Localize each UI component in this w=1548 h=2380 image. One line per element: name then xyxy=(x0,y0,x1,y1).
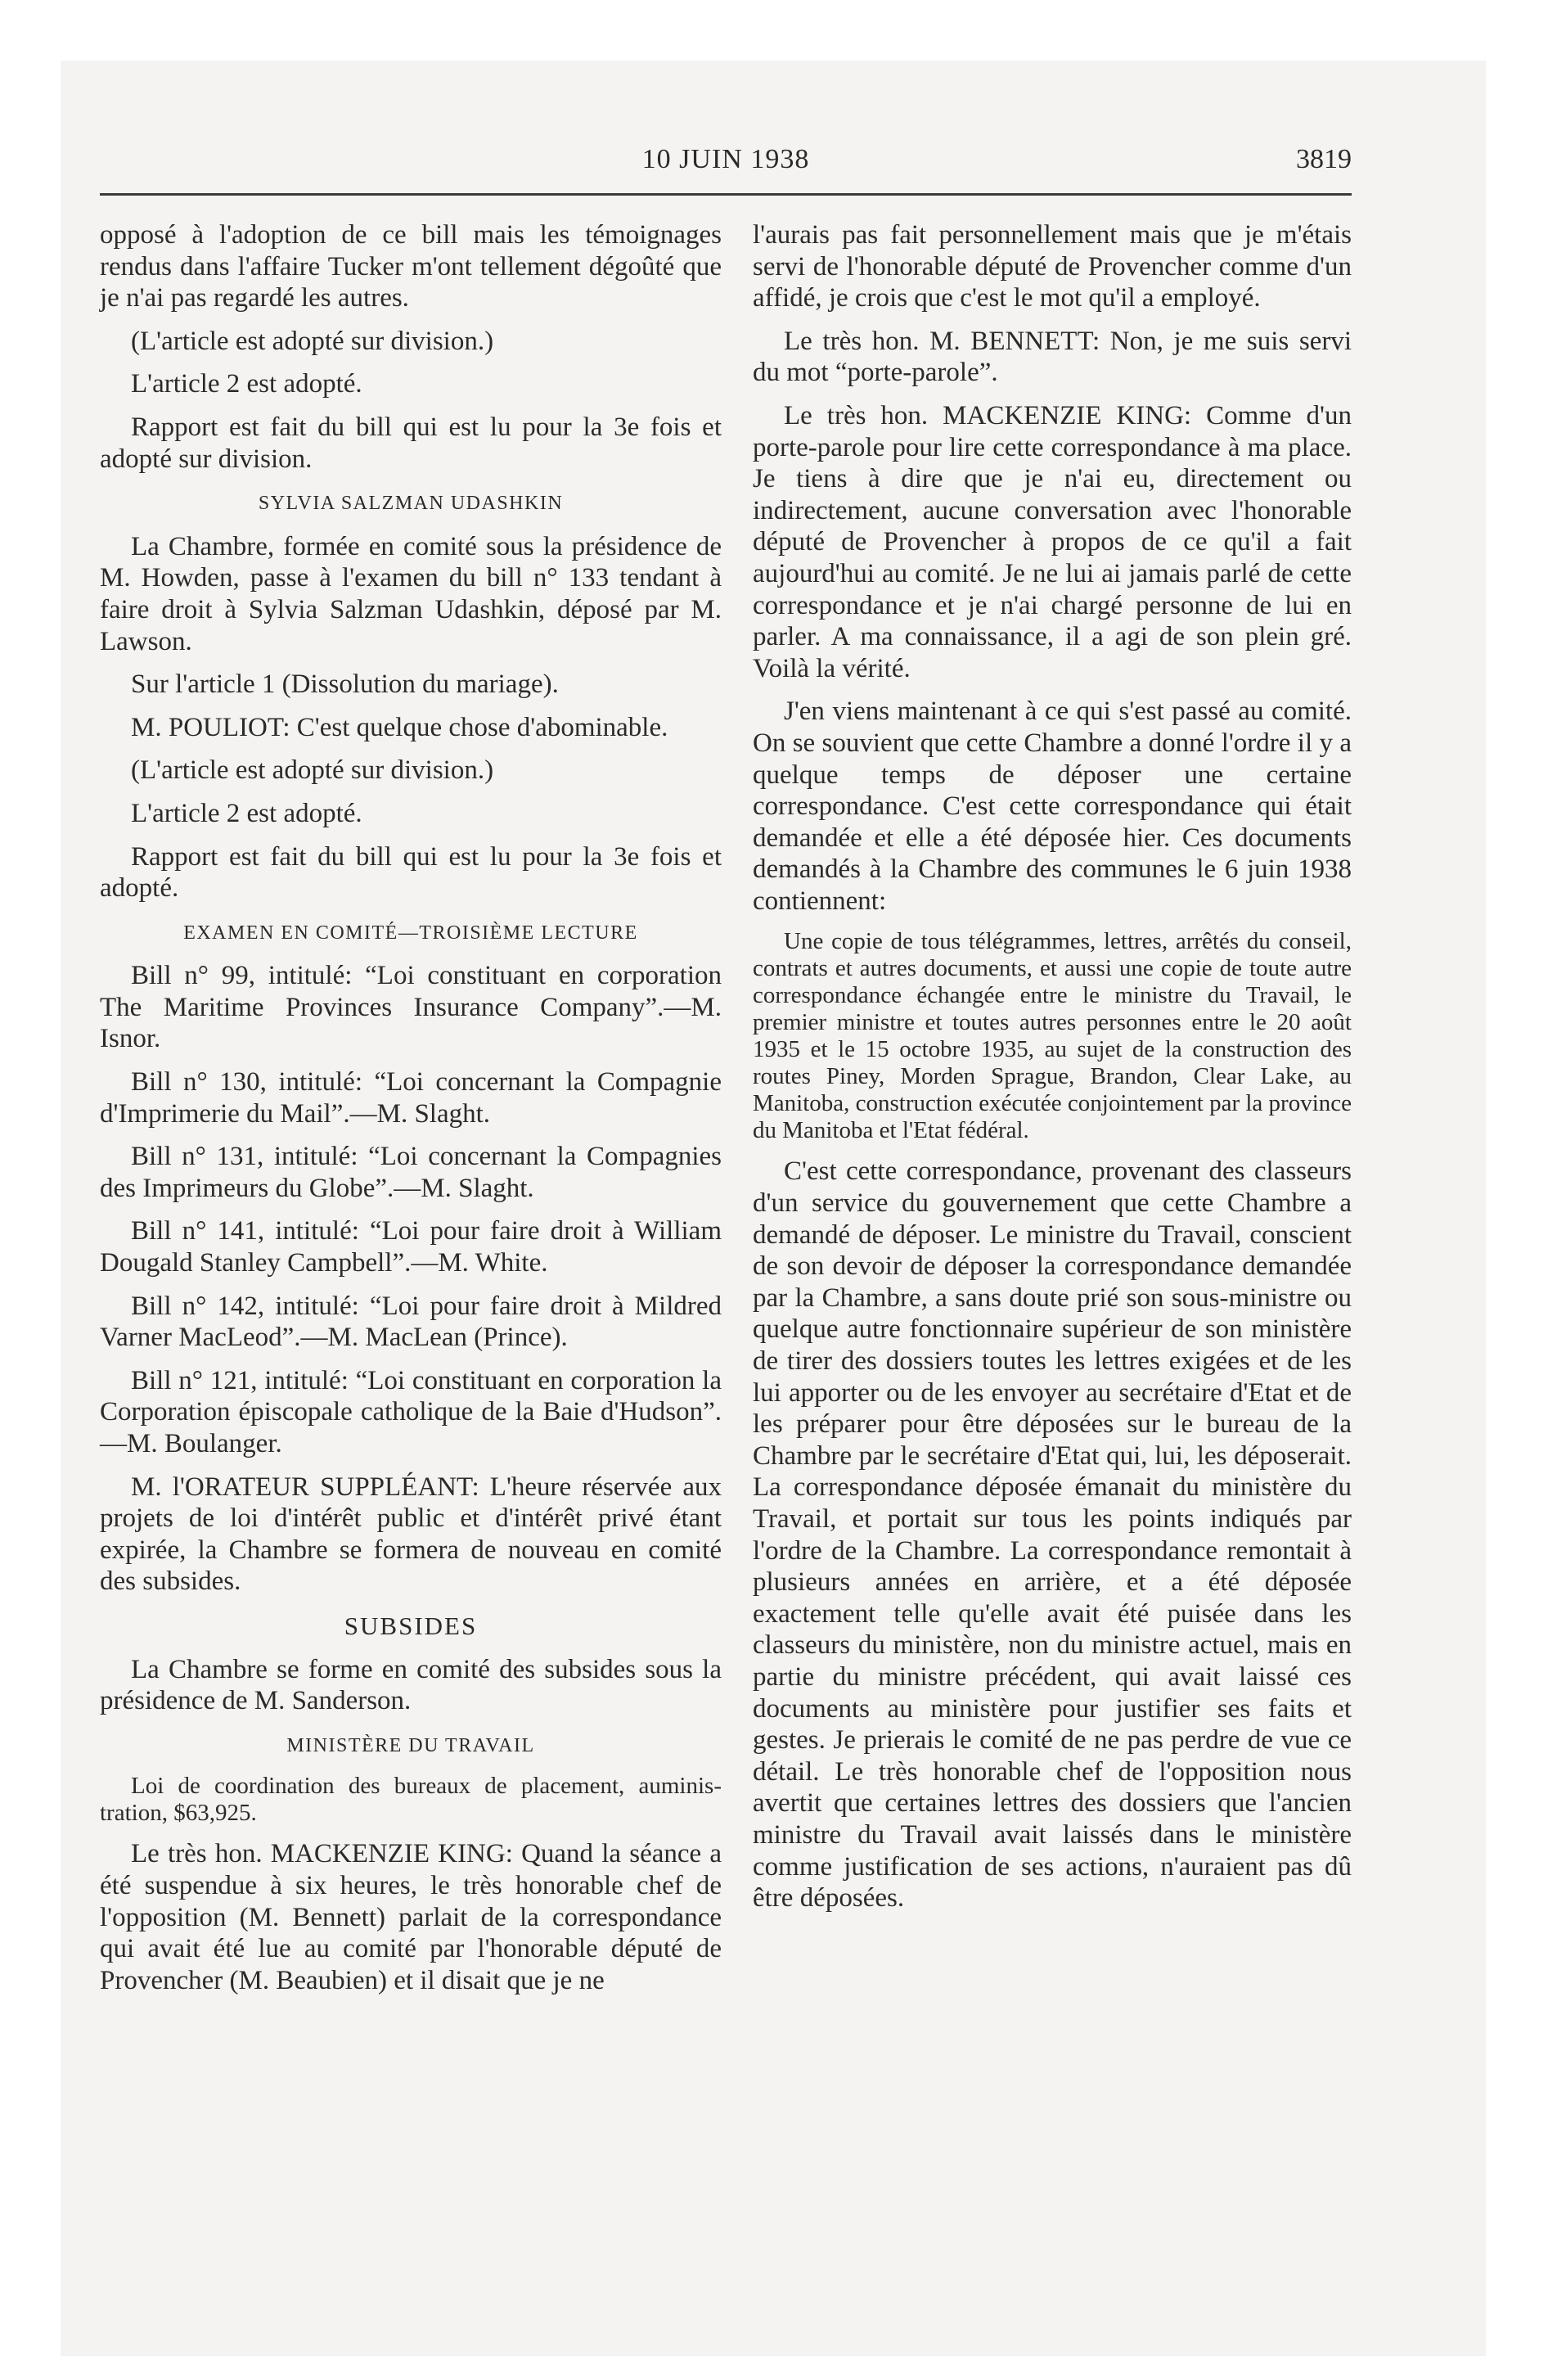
quoted-text: Une copie de tous télégrammes, lettres, arrêtés du conseil, contrats et autres documents, et aussi une copie de toute autre correspondance échangée entre le ministre du Travail, le premier ministre et toutes autres personnes entre le 20 août 1935 et le 15 octobre 1935, au sujet de la construction des routes Piney, Morden Sprague, Brandon, Clear Lake, au Manitoba, construction exécutée conjointement par la province du Manitoba et l'Etat fédéral. xyxy=(753,928,1352,1144)
paragraph: Sur l'article 1 (Dissolution du mariage). xyxy=(131,669,559,700)
paragraph: Le très hon. MACKENZIE KING: Quand la séance a été suspendue à six heures, le très honorable chef de l'opposition (M. Bennett) parlait de la correspondance qui avait été lue au comité par l'honorable député de Provencher (M. Beaubien) et il disait que je ne xyxy=(100,1839,722,1995)
section-heading: MINISTÈRE DU TRAVAIL xyxy=(286,1734,535,1756)
right-column xyxy=(753,219,1352,1914)
paragraph: Bill n° 131, intitulé: “Loi concernant la Compagnies des Imprimeurs du Globe”.—M. Slaght. xyxy=(100,1142,722,1203)
paragraph: Bill n° 121, intitulé: “Loi constituant en corporation la Corporation épiscopale catholique de la Baie d'Hudson”.—M. Boulanger. xyxy=(100,1365,722,1458)
paragraph: La Chambre, formée en comité sous la présidence de M. Howden, passe à l'examen du bill n° 133 tendant à faire droit à Sylvia Salzman Udashkin, déposé par M. Lawson. xyxy=(100,531,722,656)
quoted-text: Loi de coordination des bureaux de placement, auministration, $63,925. xyxy=(100,1773,722,1827)
header-rule xyxy=(100,193,1352,196)
page-header xyxy=(100,144,1352,193)
paragraph: M. l'ORATEUR SUPPLÉANT: L'heure réservée aux projets de loi d'intérêt public et d'intérêt privé étant expirée, la Chambre se formera de nouveau en comité des subsides. xyxy=(100,1472,722,1597)
paragraph: Rapport est fait du bill qui est lu pour la 3e fois et adopté sur division. xyxy=(100,412,722,474)
paragraph: Bill n° 130, intitulé: “Loi concernant la Compagnie d'Imprimerie du Mail”.—M. Slaght. xyxy=(100,1067,722,1129)
paragraph: La Chambre se forme en comité des subsides sous la présidence de M. Sanderson. xyxy=(100,1654,722,1716)
paragraph: Bill n° 142, intitulé: “Loi pour faire droit à Mildred Varner MacLeod”.—M. MacLean (Prince). xyxy=(100,1291,722,1353)
paragraph: L'article 2 est adopté. xyxy=(131,369,362,399)
section-heading: SYLVIA SALZMAN UDASHKIN xyxy=(258,493,564,515)
paragraph: C'est cette correspondance, provenant des classeurs d'un service du gouvernement que cette Chambre a demandé de déposer. Le ministre du Travail, conscient de son devoir de déposer la correspondance demandée par la Chambre, a sans doute prié son sous-ministre ou quelque autre fonctionnaire supérieur de son ministère de tirer des dossiers toutes les lettres exigées et de les lui apporter ou de les envoyer au secrétaire d'Etat et de les préparer pour être déposées sur le bureau de la Chambre par le secrétaire d'Etat qui, lui, les déposerait. La correspondance déposée émanait du ministère du Travail, et portait sur tous les points indiqués par l'ordre de la Chambre. La correspondance remontait à plusieurs années en arrière, et a été déposée exactement telle qu'elle avait été puisée dans les classeurs du ministère, non du ministre actuel, mais en partie du ministre précédent, qui avait laissé ces documents au ministère pour justifier ses faits et gestes. Je prierais le comité de ne pas perdre de vue ce détail. Le très honorable chef de l'opposition nous avertit que certaines lettres des dossiers que l'ancien ministre du Travail avait laissés dans le ministère comme justification de ses actions, n'auraient pas dû être déposées. xyxy=(753,1156,1352,1913)
left-column xyxy=(100,219,722,1996)
paragraph: l'aurais pas fait personnellement mais que je m'étais servi de l'honorable député de Provencher comme d'un affidé, je crois que c'est le mot qu'il a employé. xyxy=(753,220,1352,313)
paragraph: L'article 2 est adopté. xyxy=(131,798,362,828)
paragraph: (L'article est adopté sur division.) xyxy=(131,326,494,356)
paragraph: J'en viens maintenant à ce qui s'est passé au comité. On se souvient que cette Chambre a donné l'ordre il y a quelque temps de déposer une certaine correspondance. C'est cette correspondance qui était demandée et elle a été déposée hier. Ces documents demandés à la Chambre des communes le 6 juin 1938 contiennent: xyxy=(753,696,1352,916)
paragraph: (L'article est adopté sur division.) xyxy=(131,755,494,786)
paragraph: opposé à l'adoption de ce bill mais les témoignages rendus dans l'affaire Tucker m'ont tellement dégoûté que je n'ai pas regardé les autres. xyxy=(100,220,722,313)
paragraph: Rapport est fait du bill qui est lu pour la 3e fois et adopté. xyxy=(100,841,722,904)
section-title: SUBSIDES xyxy=(344,1611,478,1640)
section-heading: EXAMEN EN COMITÉ—TROISIÈME LECTURE xyxy=(183,922,638,944)
paragraph: Le très hon. MACKENZIE KING: Comme d'un porte-parole pour lire cette correspondance à ma place. Je tiens à dire que je n'ai eu, directement ou indirectement, aucune conversation avec l'honorable député de Provencher à propos de ce qu'il a fait aujourd'hui au comité. Je ne lui ai jamais parlé de cette correspondance et je n'ai chargé personne de lui en parler. A ma connaissance, il a agi de son plein gré. Voilà la vérité. xyxy=(753,400,1352,683)
paragraph: Le très hon. M. BENNETT: Non, je me suis servi du mot “porte-parole”. xyxy=(753,326,1352,388)
paragraph: Bill n° 141, intitulé: “Loi pour faire droit à William Dougald Stanley Campbell”.—M. White. xyxy=(100,1216,722,1278)
page-number: 3819 xyxy=(1296,144,1352,174)
paragraph: Bill n° 99, intitulé: “Loi constituant en corporation The Maritime Provinces Insurance Company”.—M. Isnor. xyxy=(100,961,722,1054)
paragraph: M. POULIOT: C'est quelque chose d'abominable. xyxy=(131,712,668,742)
page-date: 10 JUIN 1938 xyxy=(641,144,810,174)
